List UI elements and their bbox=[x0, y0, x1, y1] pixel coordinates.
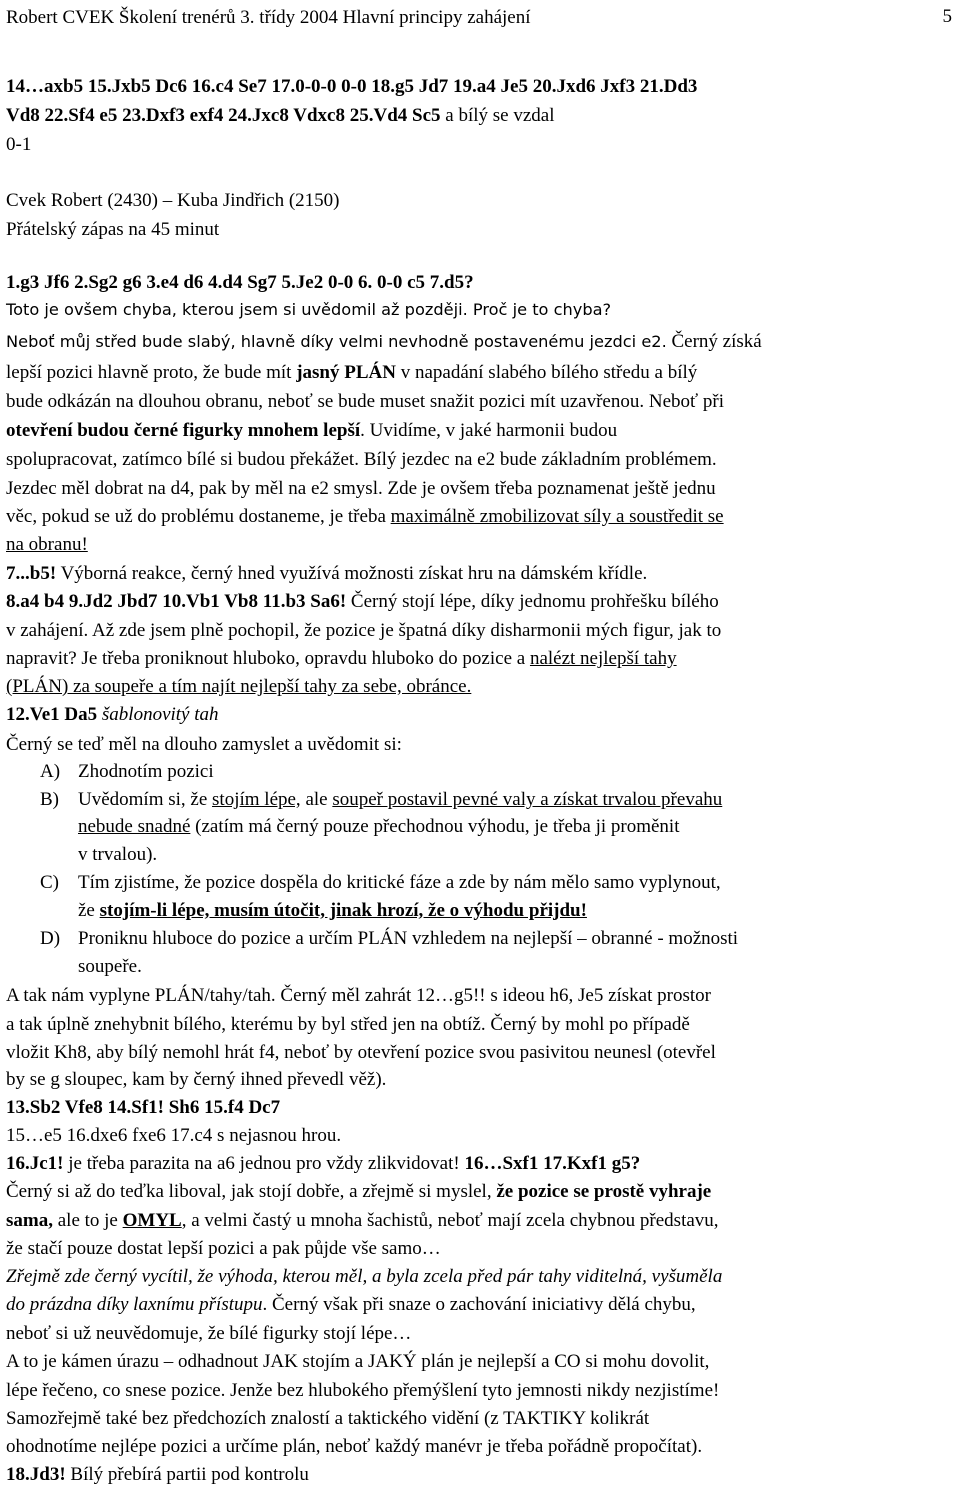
paragraph-line bbox=[6, 1209, 952, 1233]
comment-text: Černý získá bbox=[666, 331, 762, 352]
list-item-b bbox=[40, 788, 952, 812]
list-text-part: (zatím má černý pouze přechodnou výhodu, je třeba ji proměnit bbox=[190, 816, 680, 837]
paragraph-line: že stačí pouze dostat lepší pozici a pak půjde vše samo… bbox=[6, 1238, 441, 1259]
comment-text: Zde je ovšem třeba poznamenat ještě jednu bbox=[382, 478, 716, 499]
list-text: Tím zjistíme, že pozice dospěla do kritické fáze a zde by nám mělo samo vyplynout, bbox=[78, 872, 721, 893]
list-marker: B) bbox=[40, 789, 59, 810]
paragraph-line: vložit Kh8, aby bílý nemohl hrát f4, neboť by otevření pozice svou pasivitou neunesl (otevřel bbox=[6, 1042, 716, 1063]
moves-text: 14…axb5 15.Jxb5 Dc6 16.c4 Se7 17.0-0-0 0-0 18.g5 Jd7 19.a4 Je5 20.Jxd6 Jxf3 21.Dd3 bbox=[6, 76, 698, 97]
comment-line bbox=[6, 330, 952, 354]
paragraph-line bbox=[6, 1265, 952, 1289]
comment-line bbox=[6, 703, 952, 727]
page-number: 5 bbox=[942, 6, 952, 27]
underlined-text: nalézt nejlepší tahy bbox=[529, 648, 677, 669]
emphasis-text: jasný PLÁN bbox=[296, 362, 396, 383]
game1-moves-line2 bbox=[6, 104, 952, 128]
italic-text: Zřejmě zde černý vycítil, že výhoda, kterou měl, a byla zcela před pár tahy viditelná, vyšuměla bbox=[6, 1266, 723, 1287]
comment-text: věc, pokud se už do problému dostaneme, je třeba bbox=[6, 506, 391, 527]
comment-text: . Černý však při snaze o zachování iniciativy dělá chybu, bbox=[262, 1294, 696, 1315]
running-header: Robert CVEK Školení trenérů 3. třídy 2004 Hlavní principy zahájení bbox=[6, 7, 531, 28]
comment-line: Černý se teď měl na dlouho zamyslet a uvědomit si: bbox=[6, 734, 402, 755]
comment-text: Bílý přebírá partii pod kontrolu bbox=[65, 1464, 309, 1485]
game1-moves-line1 bbox=[6, 75, 952, 99]
comment-text: lepší pozici hlavně proto, že bude mít bbox=[6, 362, 297, 383]
comment-text: Výborná reakce, černý hned využívá možnosti získat hru na dámském křídle. bbox=[56, 563, 648, 584]
paragraph-line: a tak úplně znehybnit bílého, kterému by byl střed jen na obtíž. Černý by mohl po případě bbox=[6, 1014, 690, 1035]
underlined-bold-text: stojím-li lépe, musím útočit, jinak hrozí, že o výhodu přijdu! bbox=[99, 900, 587, 921]
comment-line: Toto je ovšem chyba, kterou jsem si uvědomil až později. Proč je to chyba? bbox=[6, 300, 612, 319]
game1-result: 0-1 bbox=[6, 134, 32, 155]
paragraph-line bbox=[6, 1180, 952, 1204]
paragraph-line bbox=[6, 1293, 952, 1317]
comment-text: . Uvidíme, v jaké harmonii budou bbox=[360, 420, 618, 441]
underlined-text: stojím lépe, bbox=[212, 789, 301, 810]
comment-line: v zahájení. Až zde jsem plně pochopil, že pozice je špatná díky disharmonii mých figur, jak to bbox=[6, 620, 722, 641]
list-text: Zhodnotím pozici bbox=[78, 761, 214, 782]
paragraph-line: 15…e5 16.dxe6 fxe6 17.c4 s nejasnou hrou. bbox=[6, 1125, 342, 1146]
comment-line bbox=[6, 562, 952, 586]
paragraph-line bbox=[6, 1463, 952, 1487]
comment-text: v napadání slabého bílého středu a bílý bbox=[395, 362, 698, 383]
italic-text: šablonovitý tah bbox=[97, 704, 219, 725]
paragraph-line: neboť si už neuvědomuje, že bílé figurky stojí lépe… bbox=[6, 1323, 412, 1344]
comment-line bbox=[6, 419, 952, 443]
comment-text: napravit? Je třeba proniknout hluboko, opravdu hluboko do pozice a bbox=[6, 648, 530, 669]
list-item-b-cont: v trvalou). bbox=[78, 844, 158, 865]
game2-event: Přátelský zápas na 45 minut bbox=[6, 219, 220, 240]
list-item-c bbox=[40, 871, 952, 895]
list-marker: D) bbox=[40, 928, 61, 949]
game2-players: Cvek Robert (2430) – Kuba Jindřich (2150) bbox=[6, 190, 340, 211]
paragraph-line bbox=[6, 1152, 952, 1176]
comment-line bbox=[6, 505, 952, 529]
list-text-part: ale bbox=[300, 789, 333, 810]
comment-line: spolupracovat, zatímco bílé si budou překážet. Bílý jezdec na e2 bude základním problémem. bbox=[6, 449, 717, 470]
moves-text: Vd8 22.Sf4 e5 23.Dxf3 exf4 24.Jxc8 Vdxc8 25.Vd4 Sc5 bbox=[6, 105, 441, 126]
underlined-text: nebude snadné bbox=[78, 816, 191, 837]
list-text-part: že bbox=[78, 900, 100, 921]
comment-text: Černý stojí lépe, díky jednomu prohřešku bílého bbox=[346, 591, 719, 612]
list-item-a bbox=[40, 760, 952, 784]
paragraph-line: A tak nám vyplyne PLÁN/tahy/tah. Černý měl zahrát 12…g5!! s ideou h6, Je5 získat prostor bbox=[6, 985, 711, 1006]
paragraph-line: ohodnotíme nejlépe pozici a určíme plán, neboť každý manévr je třeba pořádně propočítat). bbox=[6, 1436, 703, 1457]
list-item-d-cont: soupeře. bbox=[78, 956, 142, 977]
paragraph-line: A to je kámen úrazu – odhadnout JAK stojím a JAKÝ plán je nejlepší a CO si mohu dovolit, bbox=[6, 1351, 710, 1372]
moves-text: 16.Jc1! bbox=[6, 1153, 64, 1174]
paragraph-line bbox=[6, 1096, 952, 1120]
comment-line bbox=[6, 361, 952, 385]
comment-line: bude odkázán na dlouhou obranu, neboť se bude muset snažit pozici mít uzavřenou. Neboť při bbox=[6, 391, 724, 412]
comment-line bbox=[6, 533, 952, 557]
comment-line bbox=[6, 590, 952, 614]
paragraph-line: lépe řečeno, co snese pozice. Jenže bez hlubokého přemýšlení tyto jemnosti nikdy nezjistíme! bbox=[6, 1380, 720, 1401]
list-text: Proniknu hluboce do pozice a určím PLÁN vzhledem na nejlepší – obranné - možnosti bbox=[78, 928, 739, 949]
comment-line bbox=[6, 477, 952, 501]
list-marker: C) bbox=[40, 872, 59, 893]
moves-text: 8.a4 b4 9.Jd2 Jbd7 10.Vb1 Vb8 11.b3 Sa6! bbox=[6, 591, 347, 612]
emphasis-text: otevření budou černé figurky mnohem lepší bbox=[6, 420, 361, 441]
list-text-part: Uvědomím si, že bbox=[78, 789, 213, 810]
comment-text: a bílý se vzdal bbox=[440, 105, 555, 126]
list-item-c-cont bbox=[78, 899, 952, 923]
moves-text: 12.Ve1 Da5 bbox=[6, 704, 98, 725]
emphasis-text: že pozice se prostě vyhraje bbox=[496, 1181, 712, 1202]
game2-opening-moves bbox=[6, 271, 952, 295]
comment-line bbox=[6, 675, 952, 699]
italic-text: do prázdna díky laxnímu přístupu bbox=[6, 1294, 263, 1315]
list-item-b-cont bbox=[78, 815, 952, 839]
paragraph-line: Samozřejmě také bez předchozích znalostí a taktického vidění (z TAKTIKY kolikrát bbox=[6, 1408, 650, 1429]
moves-text: 1.g3 Jf6 2.Sg2 g6 3.e4 d6 4.d4 Sg7 5.Je2 0-0 6. 0-0 c5 7.d5? bbox=[6, 272, 474, 293]
list-item-d bbox=[40, 927, 952, 951]
moves-text: 16…Sxf1 17.Kxf1 g5? bbox=[464, 1153, 641, 1174]
comment-text: Jezdec měl dobrat na d4, pak by měl na e2 smysl. bbox=[6, 478, 383, 499]
underlined-text: soupeř postavil pevné valy a získat trvalou převahu bbox=[332, 789, 723, 810]
comment-text: ale to je bbox=[52, 1210, 123, 1231]
emphasis-text: sama, bbox=[6, 1210, 53, 1231]
comment-text: Černý si až do teďka liboval, jak stojí dobře, a zřejmě si myslel, bbox=[6, 1181, 497, 1202]
moves-text: 18.Jd3! bbox=[6, 1464, 66, 1485]
underlined-text: (PLÁN) za soupeře a tím najít nejlepší tahy za sebe, obránce. bbox=[6, 676, 472, 697]
moves-text: 7...b5! bbox=[6, 563, 57, 584]
list-text bbox=[78, 788, 722, 812]
comment-line bbox=[6, 647, 952, 671]
comment-text: je třeba parazita na a6 jednou pro vždy zlikvidovat! bbox=[63, 1153, 465, 1174]
underlined-bold-text: OMYL bbox=[122, 1210, 182, 1231]
list-marker: A) bbox=[40, 761, 61, 782]
comment-text: , a velmi častý u mnoha šachistů, neboť mají zcela chybnou představu, bbox=[181, 1210, 719, 1231]
paragraph-line: by se g sloupec, kam by černý ihned převedl věž). bbox=[6, 1069, 387, 1090]
comment-text: Neboť můj střed bude slabý, hlavně díky velmi nevhodně postavenému jezdci e2. bbox=[6, 332, 667, 351]
moves-text: 13.Sb2 Vfe8 14.Sf1! Sh6 15.f4 Dc7 bbox=[6, 1097, 281, 1118]
underlined-text: na obranu! bbox=[6, 534, 88, 555]
underlined-text: maximálně zmobilizovat síly a soustředit se bbox=[390, 506, 724, 527]
